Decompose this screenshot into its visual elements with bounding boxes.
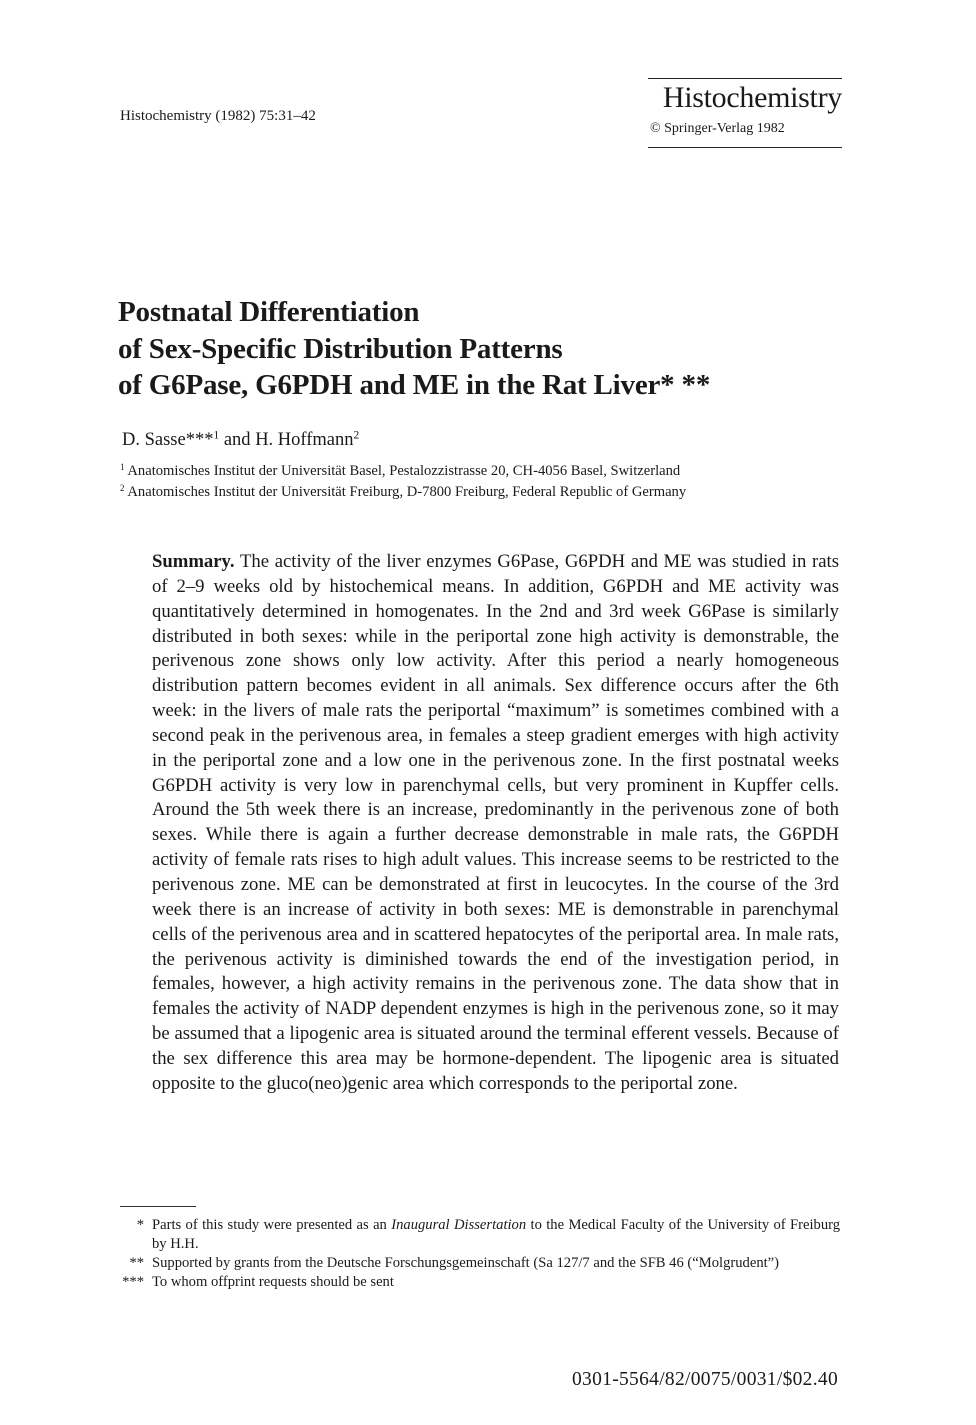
footnote-rule (120, 1206, 196, 1207)
journal-citation: Histochemistry (1982) 75:31–42 (120, 108, 316, 124)
copyright-line: © Springer-Verlag 1982 (650, 121, 785, 136)
masthead-bottom-rule (648, 147, 842, 148)
price-code: 0301-5564/82/0075/0031/$02.40 (572, 1369, 838, 1390)
footnote-1-mark: * (136, 1217, 144, 1233)
journal-masthead (648, 78, 842, 148)
footnote-3-text: To whom offprint requests should be sent (152, 1274, 394, 1290)
footnote-1-text-end: to the Medical Faculty of the University of Freiburg by H.H. (152, 1217, 841, 1252)
footnote-3 (104, 1273, 840, 1292)
title-line-2: of Sex-Specific Distribution Patterns (118, 332, 563, 365)
author-1-marks: *** (185, 430, 214, 450)
footnote-2-mark: ** (129, 1255, 144, 1271)
footnote-3-mark: *** (122, 1274, 144, 1290)
footnote-1-italic: Inaugural Dissertation (391, 1217, 527, 1233)
affiliation-2 (120, 482, 686, 503)
footnote-1 (104, 1216, 840, 1254)
author-line (122, 430, 359, 451)
author-2-name: H. Hoffmann (255, 430, 354, 450)
footnotes (104, 1216, 840, 1292)
footnote-1-text-start: Parts of this study were presented as an (152, 1217, 387, 1233)
title-line-1: Postnatal Differentiation (118, 296, 420, 328)
summary-text: The activity of the liver enzymes G6Pase, G6PDH and ME was studied in rats of 2–9 weeks old by histochemical means. In addition, G6PDH and ME activity was quantitatively determined in homogenates. In the 2nd and 3rd week G6Pase is similarly distributed in both sexes: while in the periportal zone high activity is demonstrable, the perivenous zone shows only low activity. After this period a nearly homogeneous distribution pattern becomes evident in all animals. Sex difference occurs after the 6th week: in the livers of male rats the periportal “maximum” is sometimes combined with a second peak in the perivenous area, in females a steep gradient emerges with high activity in the periportal zone and a low one in the perivenous zone. In the first postnatal weeks G6PDH activity is very low in parenchymal cells, but very prominent in Kupffer cells. Around the 5th week there is an increase, predominantly in the perivenous zone of both sexes. While there is again a further decrease demonstrable in male rats, the G6PDH activity of female rats rises to high adult values. This increase seems to be restricted to the perivenous zone. ME can be demonstrated at first in leucocytes. In the course of the 3rd week there is an increase of activity in both sexes: ME is demonstrable in parenchymal cells of the perivenous area and in scattered hepatocytes of the periportal area. In male rats, the perivenous activity is diminished towards the end of the investigation period, in females, however, a high activity remains in the perivenous zone. The data show that in females the activity of NADP dependent enzymes is high in the perivenous zone, so it may be assumed that a lipogenic area is situated around the terminal efferent vessels. Because of the sex difference this area may be hormone-dependent. The lipogenic area is situated opposite to the gluco(neo)genic area which corresponds to the periportal zone. (152, 551, 839, 1094)
author-2-affil-ref: 2 (353, 429, 360, 442)
author-connector: and (223, 430, 251, 450)
affiliation-1-num: 1 (120, 462, 125, 473)
affiliation-2-text: Anatomisches Institut der Universität Freiburg, D-7800 Freiburg, Federal Republic of Germany (127, 484, 687, 500)
affiliations (120, 461, 686, 503)
affiliation-1 (120, 461, 686, 482)
title-line-3: of G6Pase, G6PDH and ME in the Rat Liver* ** (118, 369, 711, 401)
affiliation-2-num: 2 (120, 483, 125, 494)
article-title (118, 294, 710, 404)
summary-paragraph (152, 550, 839, 1097)
journal-name: Histochemistry (662, 81, 842, 114)
author-1-affil-ref: 1 (213, 429, 220, 442)
affiliation-1-text: Anatomisches Institut der Universität Basel, Pestalozzistrasse 20, CH-4056 Basel, Switzerland (127, 463, 681, 479)
footnote-2-text: Supported by grants from the Deutsche Forschungsgemeinschaft (Sa 127/7 and the SFB 46 (“Molgrudent”) (152, 1255, 780, 1271)
author-1-name: D. Sasse (122, 430, 186, 450)
summary-label: Summary. (152, 551, 235, 572)
masthead-top-rule (648, 78, 842, 79)
footnote-2 (104, 1254, 840, 1273)
